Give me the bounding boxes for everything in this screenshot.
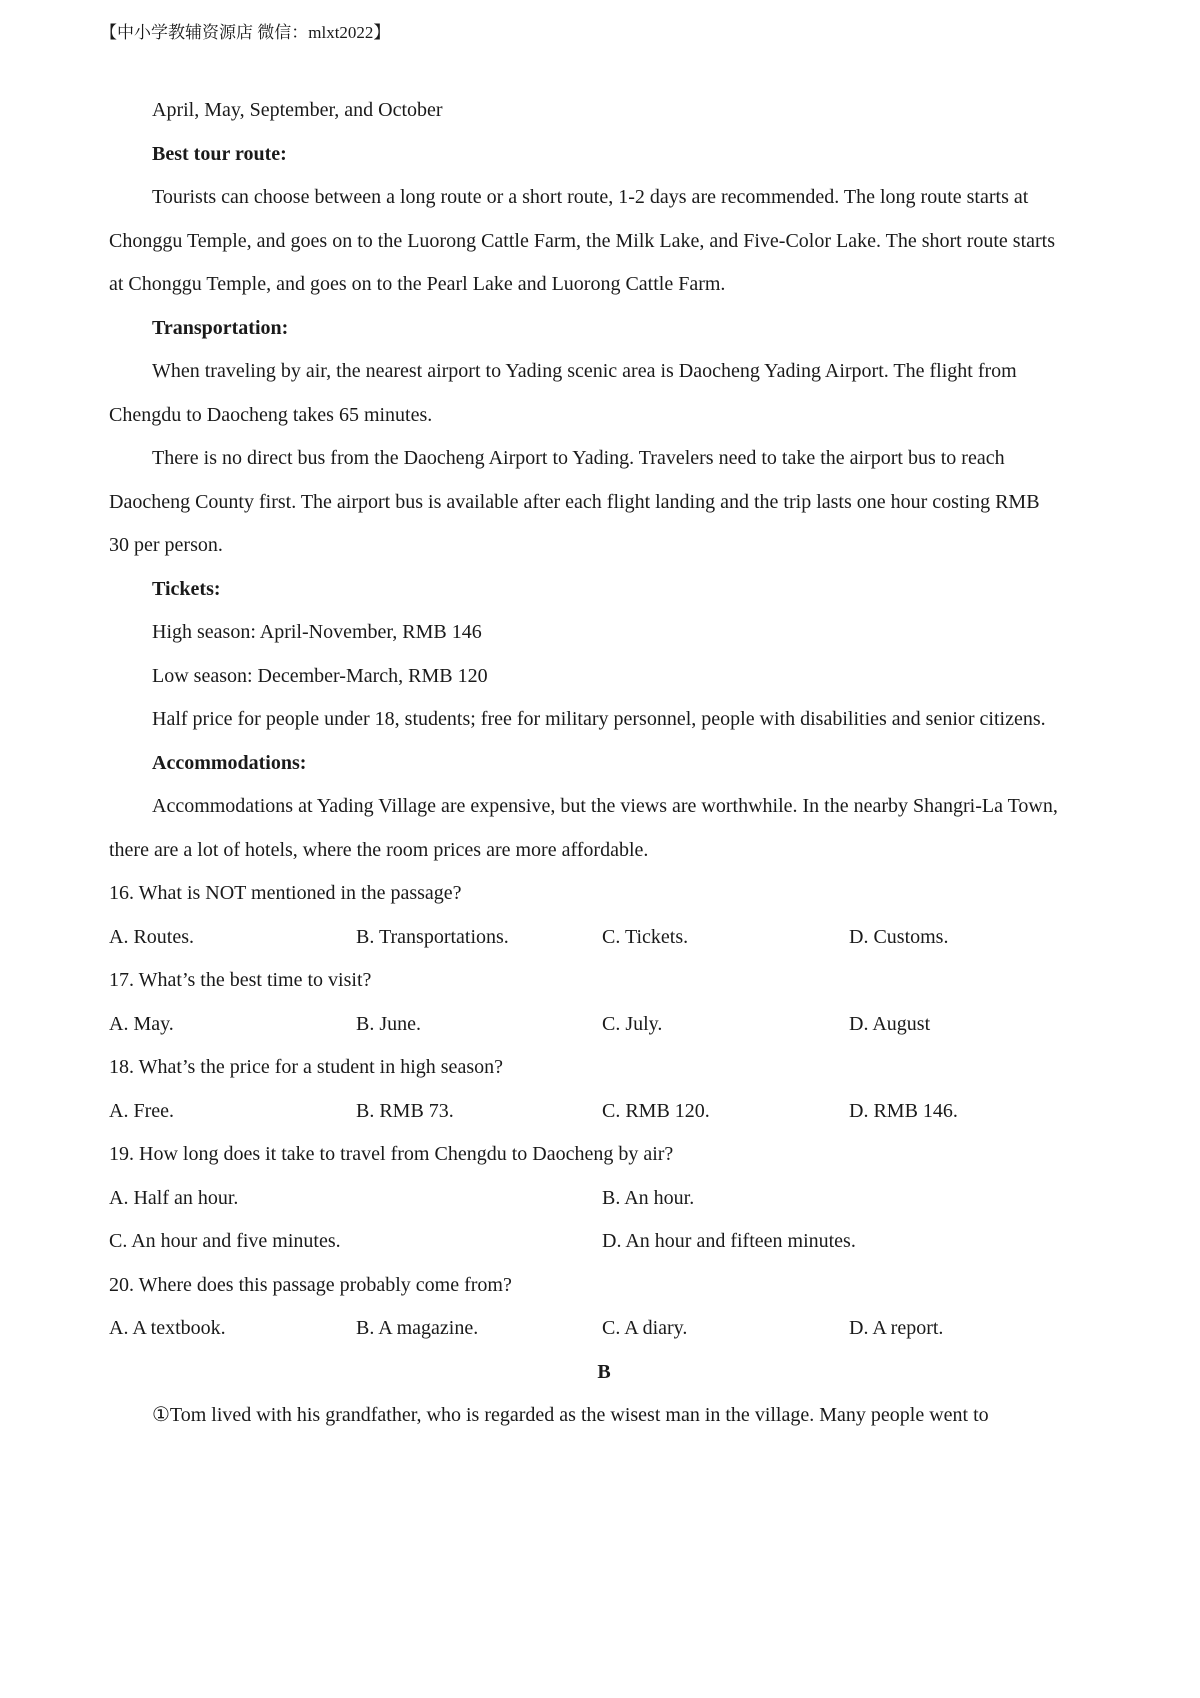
watermark: 【中小学教辅资源店 微信：mlxt2022】 (100, 23, 391, 42)
option-d: D. Customs. (849, 926, 949, 948)
discount-text: Half price for people under 18, students; free for military personnel, people with disabilities and senior citizens. (152, 708, 1046, 730)
option-c: C. A diary. (602, 1317, 688, 1339)
low-season: Low season: December-March, RMB 120 (152, 665, 488, 687)
option-b: B. An hour. (602, 1187, 695, 1209)
bus-text: There is no direct bus from the Daocheng Airport to Yading. Travelers need to take the airport bus to reach (152, 447, 1005, 469)
option-a: A. A textbook. (109, 1317, 226, 1339)
option-c: C. RMB 120. (602, 1100, 710, 1122)
tickets-heading: Tickets: (152, 578, 221, 600)
option-a: A. Free. (109, 1100, 174, 1122)
section-b-text: ①Tom lived with his grandfather, who is regarded as the wisest man in the village. Many people went to (152, 1404, 989, 1426)
bus-text: 30 per person. (109, 534, 223, 556)
option-b: B. RMB 73. (356, 1100, 454, 1122)
option-a: A. Routes. (109, 926, 194, 948)
accommodations-text: Accommodations at Yading Village are expensive, but the views are worthwhile. In the nearby Shangri-La Town, (152, 795, 1058, 817)
transport-heading: Transportation: (152, 317, 289, 339)
option-d: D. August (849, 1013, 931, 1035)
question-20: 20. Where does this passage probably come from? (109, 1274, 512, 1296)
air-text: Chengdu to Daocheng takes 65 minutes. (109, 404, 433, 426)
option-b: B. Transportations. (356, 926, 509, 948)
air-text: When traveling by air, the nearest airport to Yading scenic area is Daocheng Yading Airport. The flight from (152, 360, 1017, 382)
high-season: High season: April-November, RMB 146 (152, 621, 482, 643)
option-c: C. An hour and five minutes. (109, 1230, 341, 1252)
option-c: C. July. (602, 1013, 663, 1035)
question-18: 18. What’s the price for a student in high season? (109, 1056, 503, 1078)
option-a: A. Half an hour. (109, 1187, 239, 1209)
question-17: 17. What’s the best time to visit? (109, 969, 372, 991)
section-b-heading: B (597, 1361, 611, 1383)
accommodations-heading: Accommodations: (152, 752, 307, 774)
question-19: 19. How long does it take to travel from Chengdu to Daocheng by air? (109, 1143, 674, 1165)
option-d: D. RMB 146. (849, 1100, 958, 1122)
option-b: B. June. (356, 1013, 421, 1035)
route-text: Chonggu Temple, and goes on to the Luorong Cattle Farm, the Milk Lake, and Five-Color Lake. The short route starts (109, 230, 1056, 252)
option-a: A. May. (109, 1013, 174, 1035)
accommodations-text: there are a lot of hotels, where the room prices are more affordable. (109, 839, 649, 861)
question-16: 16. What is NOT mentioned in the passage? (109, 882, 462, 904)
bus-text: Daocheng County first. The airport bus is available after each flight landing and the trip lasts one hour costing RMB (109, 491, 1040, 513)
route-text: Tourists can choose between a long route or a short route, 1-2 days are recommended. The long route starts at (152, 186, 1029, 208)
option-d: D. An hour and fifteen minutes. (602, 1230, 856, 1252)
option-c: C. Tickets. (602, 926, 689, 948)
months-line: April, May, September, and October (152, 99, 443, 121)
option-d: D. A report. (849, 1317, 944, 1339)
route-text: at Chonggu Temple, and goes on to the Pearl Lake and Luorong Cattle Farm. (109, 273, 726, 295)
route-heading: Best tour route: (152, 143, 287, 165)
option-b: B. A magazine. (356, 1317, 479, 1339)
